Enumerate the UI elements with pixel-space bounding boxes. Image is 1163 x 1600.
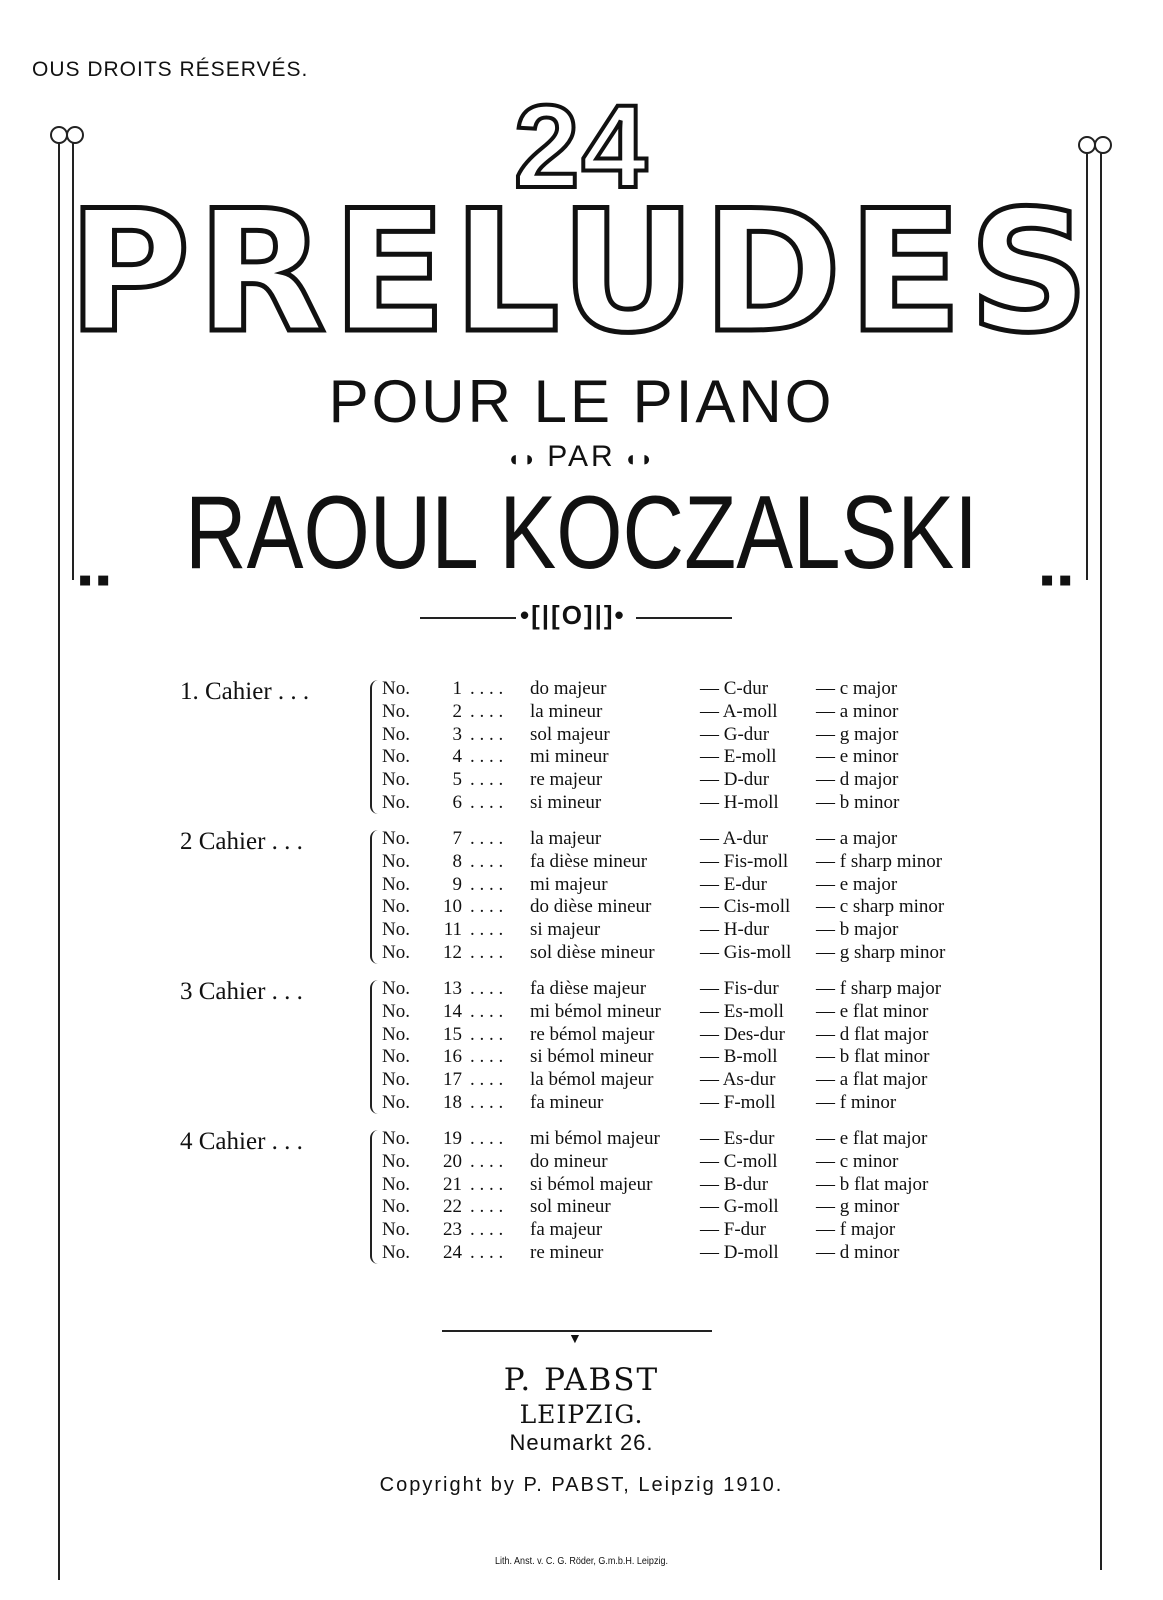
entry-no-label: No. [382, 828, 410, 849]
entry-number: 4 [452, 746, 462, 768]
entry-key-french: mi bémol mineur [530, 1000, 661, 1022]
divider-ornament-icon: •[|[O]|]• [520, 600, 626, 630]
entry-key-french: fa dièse mineur [530, 850, 648, 872]
entry-key-german: — Es-dur [700, 1128, 775, 1149]
side-dots-left-icon: ▪▪ [78, 558, 115, 602]
entry-key-german: — Cis-moll [700, 896, 791, 918]
by-label: PAR [547, 440, 616, 473]
entry-key-english: — g sharp minor [816, 941, 946, 963]
publisher-city: LEIPZIG. [519, 1400, 644, 1429]
entry-key-german: — F-moll [700, 1091, 776, 1113]
entry-number: 8 [452, 850, 462, 872]
entry-no-label: No. [382, 791, 410, 813]
entry-no-label: No. [382, 850, 410, 872]
entry-number: 12 [443, 941, 462, 963]
entry-key-french: re mineur [530, 1241, 604, 1263]
by-line [0, 440, 1163, 474]
cahier-section [180, 1128, 1040, 1278]
entry-key-french: sol mineur [530, 1196, 611, 1218]
entry-leader-dots: . . . . [470, 769, 504, 791]
entry-key-english: — f minor [816, 1091, 897, 1113]
entry-number: 19 [443, 1128, 462, 1149]
entry-key-english: — b flat minor [816, 1046, 930, 1068]
entry-key-french: si majeur [530, 919, 601, 941]
entry-leader-dots: . . . . [470, 700, 504, 722]
brace-icon [370, 680, 378, 814]
entry-key-german: — Es-moll [700, 1000, 784, 1022]
entry-key-french: do majeur [530, 678, 607, 699]
entry-key-english: — a minor [816, 700, 899, 722]
entry-no-label: No. [382, 1150, 410, 1172]
entry-key-german: — G-dur [700, 723, 770, 745]
entry-number: 14 [443, 1000, 462, 1022]
entry-key-english: — c minor [816, 1150, 899, 1172]
entry-key-german: — Fis-moll [700, 850, 789, 872]
entry-number: 11 [443, 919, 462, 941]
publisher-marker-icon: ▼ [568, 1330, 582, 1346]
entry-number: 17 [443, 1069, 462, 1091]
entry-key-english: — a flat major [816, 1069, 928, 1091]
entry-no-label: No. [382, 1241, 410, 1263]
entry-no-label: No. [382, 978, 410, 999]
entry-key-german: — Des-dur [700, 1023, 785, 1045]
entry-leader-dots: . . . . [470, 1150, 504, 1172]
entry-key-german: — F-dur [700, 1219, 766, 1241]
entry-no-label: No. [382, 919, 410, 941]
entry-no-label: No. [382, 1046, 410, 1068]
entry-leader-dots: . . . . [470, 1128, 504, 1149]
entry-number: 10 [443, 896, 462, 918]
divider-line-right [636, 617, 732, 619]
divider-line-left [420, 617, 516, 619]
entry-key-french: mi bémol majeur [530, 1128, 660, 1149]
brace-icon [370, 1130, 378, 1264]
entry-leader-dots: . . . . [470, 828, 504, 849]
entry-leader-dots: . . . . [470, 1046, 504, 1068]
entry-key-english: — g major [816, 723, 899, 745]
entry-key-french: si mineur [530, 791, 602, 813]
cahier-label: 1. Cahier . . . [180, 678, 310, 705]
entry-leader-dots: . . . . [470, 1196, 504, 1218]
entry-number: 9 [452, 873, 462, 895]
cahier-section [180, 678, 1040, 828]
entry-no-label: No. [382, 1128, 410, 1149]
entry-key-french: re majeur [530, 769, 603, 791]
entry-key-english: — b minor [816, 791, 900, 813]
entry-leader-dots: . . . . [470, 1069, 504, 1091]
entry-key-french: la mineur [530, 700, 603, 722]
entry-no-label: No. [382, 1196, 410, 1218]
composer-name: RAOUL KOCZALSKI [184, 475, 978, 591]
cahier-section [180, 978, 1040, 1128]
right-border-line [1100, 150, 1102, 1570]
entry-key-french: fa dièse majeur [530, 978, 647, 999]
rights-notice: OUS DROITS RÉSERVÉS. [32, 58, 309, 81]
cahier-label: 4 Cahier . . . [180, 1128, 303, 1155]
entry-key-french: fa mineur [530, 1091, 604, 1113]
entry-key-french: sol dièse mineur [530, 941, 655, 963]
entry-key-english: — d minor [816, 1241, 900, 1263]
entry-no-label: No. [382, 1091, 410, 1113]
entry-key-english: — f sharp minor [816, 850, 943, 872]
entry-no-label: No. [382, 769, 410, 791]
cahier-label: 3 Cahier . . . [180, 978, 303, 1005]
ornament-left-icon: ◖◗ [506, 446, 540, 471]
entry-no-label: No. [382, 1173, 410, 1195]
entry-key-english: — b flat major [816, 1173, 929, 1195]
entry-leader-dots: . . . . [470, 723, 504, 745]
entry-key-german: — B-dur [700, 1173, 769, 1195]
entry-key-german: — A-dur [700, 828, 769, 849]
entry-key-french: mi mineur [530, 746, 609, 768]
entry-key-english: — d flat major [816, 1023, 929, 1045]
side-dots-right-icon: ▪▪ [1040, 558, 1077, 602]
entry-number: 24 [443, 1241, 462, 1263]
entry-number: 5 [452, 769, 462, 791]
entry-key-french: la bémol majeur [530, 1069, 654, 1091]
copyright-notice: Copyright by P. PABST, Leipzig 1910. [379, 1474, 784, 1496]
entry-no-label: No. [382, 700, 410, 722]
entry-key-german: — B-moll [700, 1046, 778, 1068]
entry-leader-dots: . . . . [470, 1173, 504, 1195]
entry-key-french: si bémol mineur [530, 1046, 654, 1068]
entry-leader-dots: . . . . [470, 678, 504, 699]
entry-key-english: — a major [816, 828, 898, 849]
entry-leader-dots: . . . . [470, 1000, 504, 1022]
entry-key-french: do mineur [530, 1150, 608, 1172]
brace-icon [370, 830, 378, 964]
entry-no-label: No. [382, 1069, 410, 1091]
entry-leader-dots: . . . . [470, 1091, 504, 1113]
entry-key-german: — A-moll [700, 700, 778, 722]
entry-key-english: — b major [816, 919, 899, 941]
entry-no-label: No. [382, 1000, 410, 1022]
entry-number: 18 [443, 1091, 462, 1113]
entry-key-english: — e major [816, 873, 898, 895]
entry-key-german: — D-moll [700, 1241, 779, 1263]
entry-key-english: — e flat major [816, 1128, 928, 1149]
cahier-section [180, 828, 1040, 978]
entry-number: 21 [443, 1173, 462, 1195]
printer-credit: Lith. Anst. v. C. G. Röder, G.m.b.H. Leipzig. [495, 1556, 668, 1567]
entry-number: 22 [443, 1196, 462, 1218]
entry-key-german: — E-moll [700, 746, 777, 768]
entry-key-french: si bémol majeur [530, 1173, 653, 1195]
entry-key-german: — Fis-dur [700, 978, 779, 999]
entry-leader-dots: . . . . [470, 1023, 504, 1045]
entry-no-label: No. [382, 723, 410, 745]
entry-leader-dots: . . . . [470, 896, 504, 918]
entry-no-label: No. [382, 941, 410, 963]
entry-key-english: — f sharp major [816, 978, 942, 999]
entry-number: 3 [452, 723, 462, 745]
entry-key-french: fa majeur [530, 1219, 603, 1241]
entry-key-french: la majeur [530, 828, 602, 849]
entry-key-english: — e flat minor [816, 1000, 929, 1022]
entry-number: 6 [452, 791, 462, 813]
entry-leader-dots: . . . . [470, 919, 504, 941]
entry-number: 2 [452, 700, 462, 722]
entry-leader-dots: . . . . [470, 941, 504, 963]
entry-key-german: — H-dur [700, 919, 770, 941]
entry-leader-dots: . . . . [470, 978, 504, 999]
entry-key-german: — C-moll [700, 1150, 778, 1172]
entry-key-german: — D-dur [700, 769, 770, 791]
entry-no-label: No. [382, 1023, 410, 1045]
entry-key-german: — H-moll [700, 791, 779, 813]
entry-key-english: — f major [816, 1219, 896, 1241]
subtitle: POUR LE PIANO [328, 368, 835, 435]
entry-leader-dots: . . . . [470, 873, 504, 895]
entry-number: 20 [443, 1150, 462, 1172]
ornament-right-icon: ◖◗ [623, 446, 657, 471]
entry-no-label: No. [382, 746, 410, 768]
entry-number: 7 [452, 828, 462, 849]
entry-leader-dots: . . . . [470, 791, 504, 813]
entry-no-label: No. [382, 873, 410, 895]
entry-key-english: — c sharp minor [816, 896, 945, 918]
title-word: PRELUDES [67, 174, 1096, 370]
entry-leader-dots: . . . . [470, 1241, 504, 1263]
entry-key-german: — C-dur [700, 678, 769, 699]
brace-icon [370, 980, 378, 1114]
entry-key-french: sol majeur [530, 723, 610, 745]
entry-key-german: — As-dur [700, 1069, 776, 1091]
entry-number: 15 [443, 1023, 462, 1045]
publisher-name: P. PABST [503, 1362, 660, 1398]
title-number: 24 [513, 81, 650, 213]
entry-number: 13 [443, 978, 462, 999]
entry-key-german: — Gis-moll [700, 941, 792, 963]
entry-no-label: No. [382, 1219, 410, 1241]
entry-key-german: — G-moll [700, 1196, 779, 1218]
publisher-address: Neumarkt 26. [509, 1430, 654, 1455]
entry-key-french: do dièse mineur [530, 896, 652, 918]
entry-no-label: No. [382, 896, 410, 918]
entry-key-english: — d major [816, 769, 899, 791]
entry-number: 1 [452, 678, 462, 699]
entry-key-french: mi majeur [530, 873, 608, 895]
entry-key-french: re bémol majeur [530, 1023, 655, 1045]
entry-key-german: — E-dur [700, 873, 768, 895]
cahier-label: 2 Cahier . . . [180, 828, 303, 855]
entry-leader-dots: . . . . [470, 1219, 504, 1241]
entry-leader-dots: . . . . [470, 850, 504, 872]
entry-key-english: — c major [816, 678, 898, 699]
entry-leader-dots: . . . . [470, 746, 504, 768]
entry-number: 23 [443, 1219, 462, 1241]
entry-no-label: No. [382, 678, 410, 699]
entry-key-english: — g minor [816, 1196, 900, 1218]
entry-number: 16 [443, 1046, 462, 1068]
entry-key-english: — e minor [816, 746, 899, 768]
